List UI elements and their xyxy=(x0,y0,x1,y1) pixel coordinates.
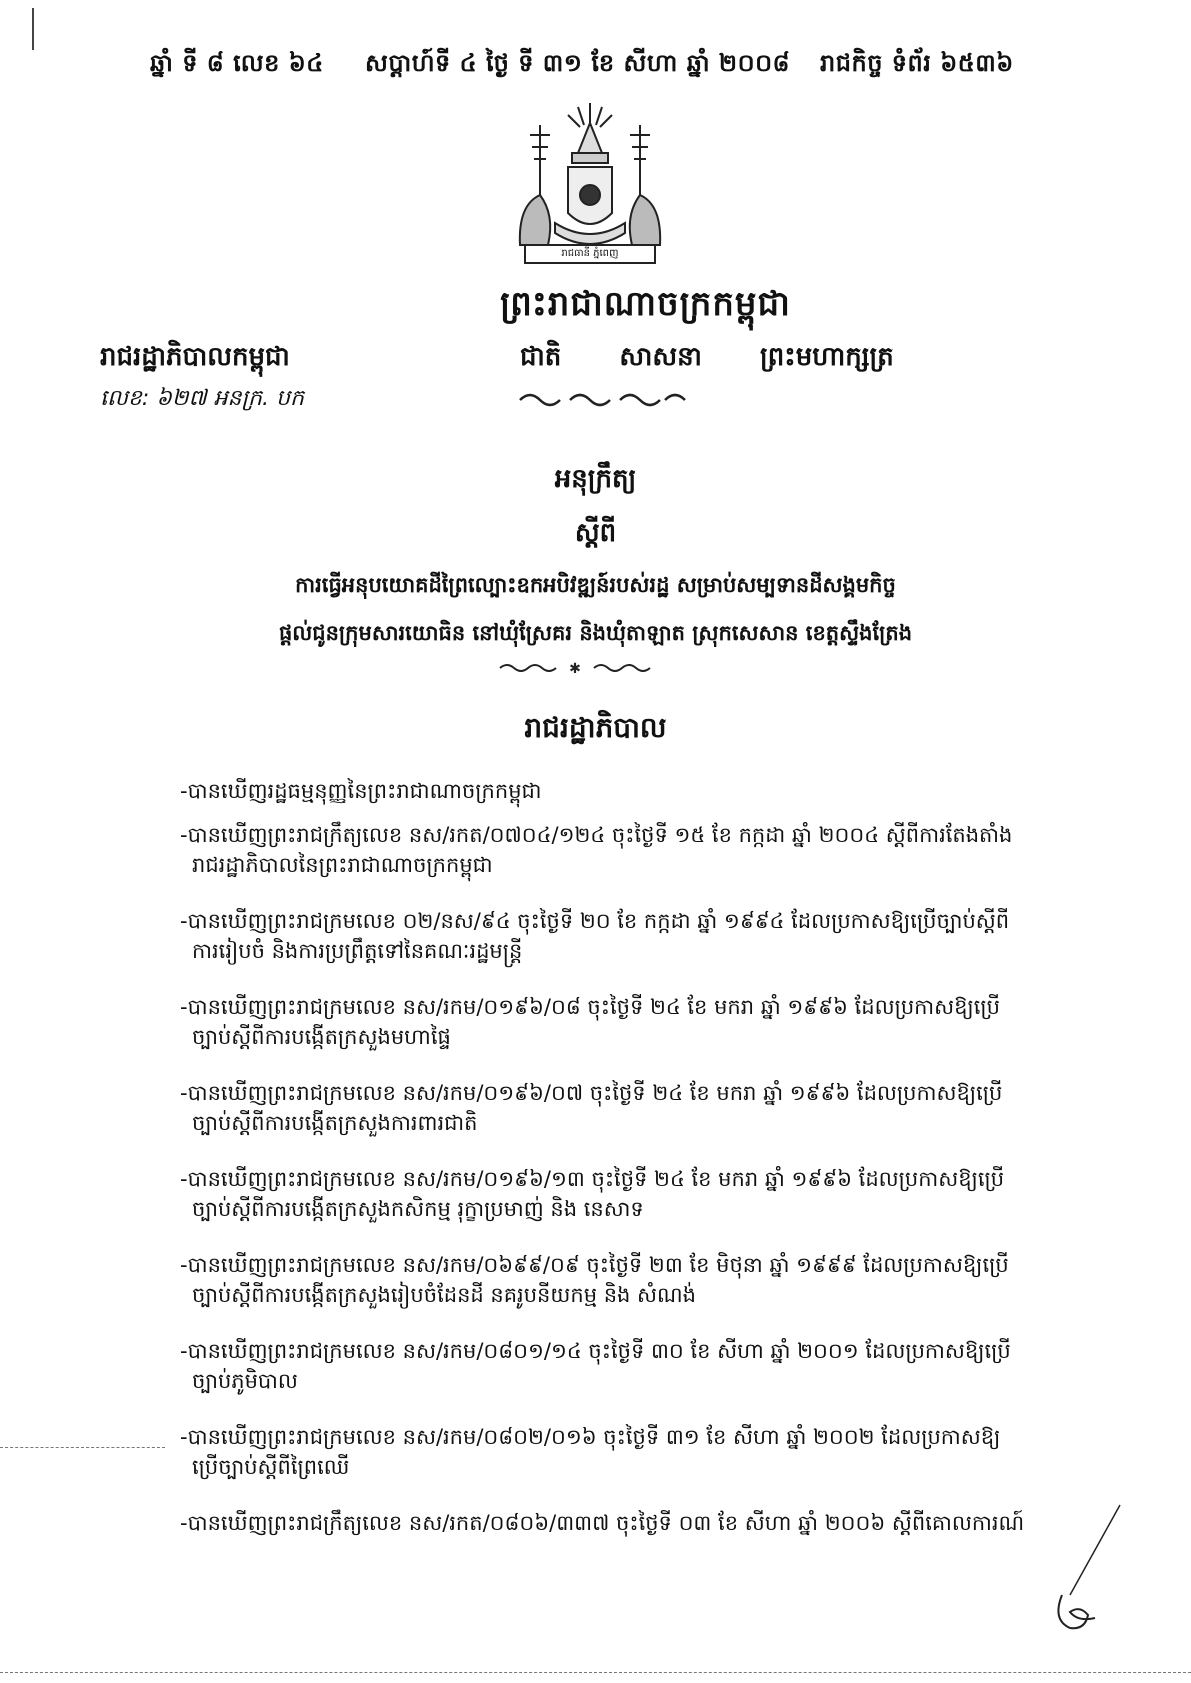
clause-text: -បានឃើញព្រះរាជក្រមលេខ នស/រកម/០៦៩៩/០៩ ចុះថ្ងៃទី ២៣ ខែ មិថុនា ឆ្នាំ ១៩៩៩ ដែលប្រកាសឱ្យប្រើ xyxy=(180,1253,1009,1277)
issuer-heading: រាជរដ្ឋាភិបាល xyxy=(524,711,667,744)
clause-continuation: ច្បាប់ស្តីពីការបង្កើតក្រសួងការពារជាតិ xyxy=(192,1111,478,1135)
clause-8 xyxy=(180,1336,1020,1422)
clause-continuation: រាជរដ្ឋាភិបាលនៃព្រះរាជាណាចក្រកម្ពុជា xyxy=(192,853,493,877)
clause-text: -បានឃើញព្រះរាជក្រមលេខ នស/រកម/០១៩៦/១៣ ចុះថ្ងៃទី ២៤ ខែ មករា ឆ្នាំ ១៩៩៦ ដែលប្រកាសឱ្យប្រើ xyxy=(180,1167,1005,1191)
motto-king: ព្រះមហាក្សត្រ xyxy=(760,342,894,372)
clause-text: -បានឃើញព្រះរាជក្រមលេខ នស/រកម/០១៩៦/០៨ ចុះថ្ងៃទី ២៤ ខែ មករា ឆ្នាំ ១៩៩៦ ដែលប្រកាសឱ្យប្រើ xyxy=(180,995,1000,1019)
clause-10 xyxy=(180,1508,1025,1552)
motto xyxy=(520,340,894,378)
clause-9 xyxy=(180,1422,1020,1508)
header-left: ឆ្នាំ ទី ៨ លេខ ៦៤ xyxy=(150,49,324,77)
title-line-1: ការធ្វើអនុបយោគដីព្រៃល្បោះឧកអបិវឌ្ឍន៍របស់រដ្ឋ សម្រាប់សម្បទានដីសង្គមកិច្ច xyxy=(295,573,896,597)
clause-text: -បានឃើញព្រះរាជក្រឹត្យលេខ នស/រកត/០៧០៤/១២៤ ចុះថ្ងៃទី ១៥ ខែ កក្កដា ឆ្នាំ ២០០៤ ស្តីពីការតែងតាំង xyxy=(180,823,1013,847)
clause-2 xyxy=(180,820,1020,906)
clause-text: -បានឃើញព្រះរាជក្រមលេខ ០២/នស/៩៤ ចុះថ្ងៃទី ២០ ខែ កក្កដា ឆ្នាំ ១៩៩៤ ដែលប្រកាសឱ្យប្រើច្បាប់ស្តីពី xyxy=(180,909,1010,933)
clause-text: -បានឃើញព្រះរាជក្រមលេខ នស/រកម/០៨០២/០១៦ ចុះថ្ងៃទី ៣១ ខែ សីហា ឆ្នាំ ២០០២ ដែលប្រកាសឱ្យ xyxy=(180,1425,1001,1449)
title-line-2: ផ្តល់ជូនក្រុមសារយោធិន នៅឃុំស្រែគរ និងឃុំតាឡាត ស្រុកសេសាន ខេត្តស្ទឹងត្រែង xyxy=(278,621,913,645)
header-right: រាជកិច្ច ទំព័រ ៦៥៣៦ xyxy=(820,49,1014,77)
clause-text: -បានឃើញព្រះរាជក្រមលេខ នស/រកម/០៨០១/១៤ ចុះថ្ងៃទី ៣០ ខែ សីហា ឆ្នាំ ២០០១ ដែលប្រកាសឱ្យប្រើ xyxy=(180,1339,1011,1363)
kingdom-title: ព្រះរាជាណាចក្រកម្ពុជា xyxy=(500,284,791,324)
clause-continuation: ការរៀបចំ និងការប្រព្រឹត្តទៅនៃគណៈរដ្ឋមន្ត្រី xyxy=(192,939,523,963)
clause-7 xyxy=(180,1250,1020,1336)
scan-dashed-line xyxy=(0,1447,165,1448)
clause-text: -បានឃើញព្រះរាជក្រឹត្យលេខ នស/រកត/០៨០៦/៣៣៧ ចុះថ្ងៃទី ០៣ ខែ សីហា ឆ្នាំ ២០០៦ ស្តីពីគោលការណ៍ xyxy=(180,1511,1025,1535)
motto-religion: សាសនា xyxy=(619,342,702,372)
clause-4 xyxy=(180,992,1020,1078)
title-divider-ornament-icon xyxy=(495,660,655,676)
clause-6 xyxy=(180,1164,1020,1250)
emblem-banner: រាជធានី ភ្នំពេញ xyxy=(561,248,619,259)
header-center: សប្តាហ៍ទី ៤ ថ្ងៃ ទី ៣១ ខែ សីហា ឆ្នាំ ២០០៨ xyxy=(365,49,791,77)
clause-5 xyxy=(180,1078,1020,1164)
clause-3 xyxy=(180,906,1020,992)
motto-ornament-icon xyxy=(515,390,695,410)
clause-continuation: ច្បាប់ស្តីពីការបង្កើតក្រសួងកសិកម្ម រុក្ខាប្រមាញ់ និង នេសាទ xyxy=(192,1197,644,1221)
svg-text:✱: ✱ xyxy=(569,661,581,676)
reference-number: លេខ: ៦២៧ អនក្រ. បក xyxy=(100,386,304,411)
clause-text: -បានឃើញរដ្ឋធម្មនុញ្ញនៃព្រះរាជាណាចក្រកម្ពុជា xyxy=(180,779,542,803)
initials-signature-icon xyxy=(1040,1500,1130,1640)
scan-edge-mark xyxy=(32,8,34,50)
clause-text: -បានឃើញព្រះរាជក្រមលេខ នស/រកម/០១៩៦/០៧ ចុះថ្ងៃទី ២៤ ខែ មករា ឆ្នាំ ១៩៩៦ ដែលប្រកាសឱ្យប្រើ xyxy=(180,1081,1003,1105)
document-type: អនុក្រឹត្យ xyxy=(554,464,637,494)
clause-list xyxy=(180,776,1025,1552)
clause-continuation: ច្បាប់ភូមិបាល xyxy=(192,1369,298,1393)
clause-1 xyxy=(180,776,1020,820)
scan-dashed-line-bottom xyxy=(0,1672,1191,1673)
title-about: ស្តីពី xyxy=(574,518,617,548)
motto-nation: ជាតិ xyxy=(520,342,562,372)
clause-continuation: ច្បាប់ស្តីពីការបង្កើតក្រសួងមហាផ្ទៃ xyxy=(192,1025,451,1049)
clause-continuation: ប្រើច្បាប់ស្តីពីព្រៃឈើ xyxy=(192,1455,350,1479)
government-label: រាជរដ្ឋាភិបាលកម្ពុជា xyxy=(100,342,290,372)
clause-continuation: ច្បាប់ស្តីពីការបង្កើតក្រសួងរៀបចំដែនដី នគរូបនីយកម្ម និង សំណង់ xyxy=(192,1283,697,1307)
